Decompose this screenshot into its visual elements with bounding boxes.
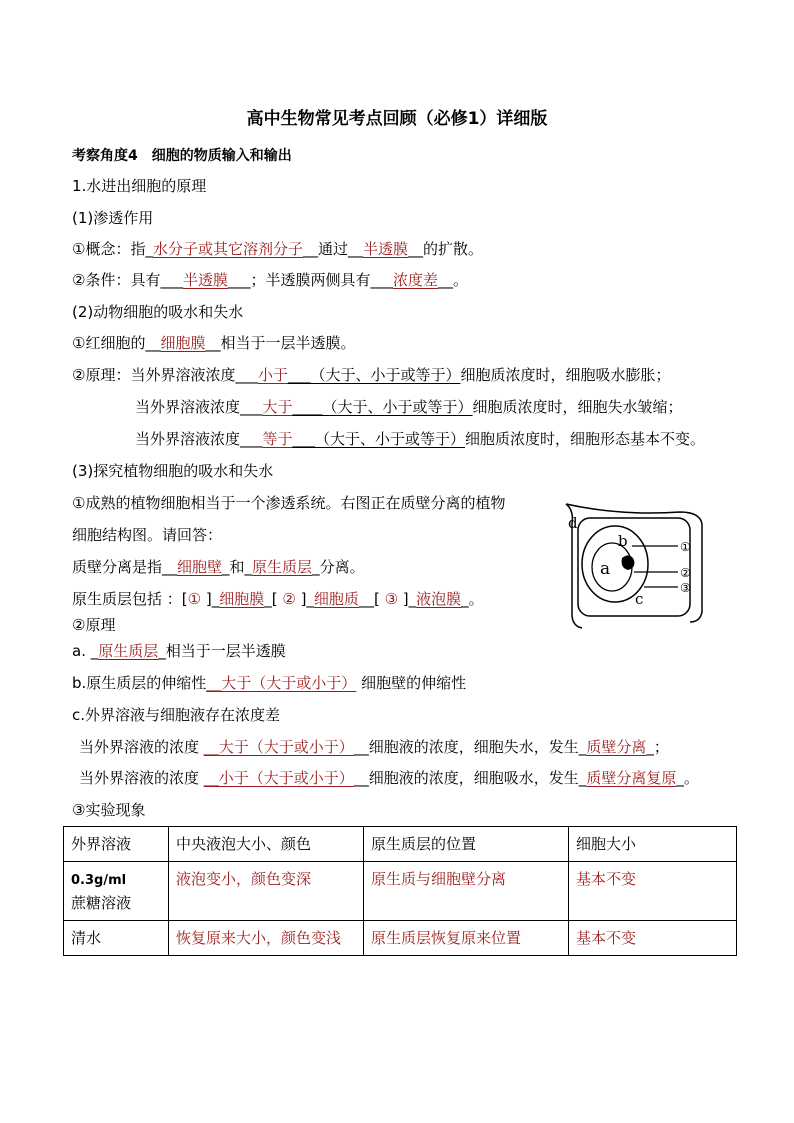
principle-suffix: 细胞质浓度时，细胞吸水膨胀； bbox=[460, 366, 671, 384]
principle-suffix: 细胞质浓度时，细胞形态基本不变。 bbox=[465, 430, 706, 448]
table-cell: 清水 bbox=[64, 921, 169, 956]
table-cell: 基本不变 bbox=[569, 921, 737, 956]
principle-prefix: ②原理：当外界溶液浓度___ bbox=[72, 366, 258, 384]
table-cell: 基本不变 bbox=[569, 862, 737, 921]
protoplast-sep: _[ bbox=[264, 590, 283, 608]
condition-prefix: ②条件：具有___ bbox=[72, 271, 183, 289]
pc2-suffix: _。 bbox=[676, 769, 699, 787]
phenomenon-heading: ③实验现象 bbox=[72, 801, 146, 819]
pc2-answer-2: 质壁分离复原 bbox=[586, 769, 677, 787]
table-cell: 恢复原来大小，颜色变浅 bbox=[169, 921, 364, 956]
plasmolysis-mid: _和_ bbox=[222, 558, 253, 576]
principle-answer: 小于 bbox=[257, 366, 288, 384]
pc2-mid: __细胞液的浓度，细胞吸水，发生_ bbox=[353, 769, 587, 787]
table-header: 外界溶液 bbox=[64, 827, 169, 862]
plasmolysis-line bbox=[72, 557, 365, 577]
plant-text-1: ①成熟的植物细胞相当于一个渗透系统。右图正在质壁分离的植物 bbox=[72, 494, 506, 512]
heading-1-1: (1)渗透作用 bbox=[72, 209, 154, 227]
table-row bbox=[64, 862, 737, 921]
condition-line bbox=[72, 270, 468, 290]
pb-answer: __大于（大于或小于） bbox=[206, 674, 357, 692]
label-a: a bbox=[600, 559, 611, 579]
protoplast-line bbox=[72, 589, 484, 609]
principle-prefix: 当外界溶液浓度___ bbox=[135, 430, 263, 448]
principle-b bbox=[72, 673, 466, 693]
table-cell: 液泡变小，颜色变深 bbox=[169, 862, 364, 921]
plant-cell-diagram bbox=[560, 494, 710, 634]
marker-3: ③ bbox=[680, 581, 691, 595]
protoplast-sep: ]_ bbox=[295, 590, 314, 608]
condition-suffix: __。 bbox=[438, 271, 469, 289]
principle-line-3 bbox=[135, 429, 705, 449]
rbc-prefix: ①红细胞的__ bbox=[72, 334, 161, 352]
table-header-row bbox=[64, 827, 737, 862]
protoplast-number-2: ② bbox=[282, 590, 296, 608]
concept-answer-1: 水分子或其它溶剂分子 bbox=[152, 240, 303, 258]
table-header: 中央液泡大小、颜色 bbox=[169, 827, 364, 862]
cell-wall-outer-top bbox=[566, 504, 702, 524]
pc2-answer-1: __小于（大于或小于） bbox=[203, 769, 354, 787]
protoplast-suffix: _。 bbox=[461, 590, 484, 608]
protoplast-prefix: 原生质层包括 ：[ bbox=[72, 590, 188, 608]
principle-c-2 bbox=[79, 768, 699, 788]
section-heading: 考察角度4 细胞的物质输入和输出 bbox=[72, 148, 292, 164]
rbc-line bbox=[72, 333, 355, 353]
label-d: d bbox=[568, 514, 578, 532]
plasmolysis-answer-1: 细胞壁 bbox=[177, 558, 223, 576]
pc1-mid: __细胞液的浓度，细胞失水，发生_ bbox=[353, 738, 587, 756]
pb-suffix: 细胞壁的伸缩性 bbox=[356, 674, 467, 692]
pa-answer: 原生质层 bbox=[98, 642, 159, 660]
condition-mid: ___；半透膜两侧具有___ bbox=[227, 271, 393, 289]
label-b: b bbox=[618, 532, 628, 550]
principle-line-1 bbox=[72, 365, 671, 385]
table-cell: 原生质层恢复原来位置 bbox=[364, 921, 569, 956]
table-row bbox=[64, 921, 737, 956]
principle-a bbox=[72, 641, 286, 661]
marker-1: ① bbox=[680, 540, 691, 554]
pa-suffix: _相当于一层半透膜 bbox=[158, 642, 286, 660]
pc1-suffix: _； bbox=[646, 738, 669, 756]
experiment-table bbox=[63, 826, 737, 956]
protoplast-number-3: ③ bbox=[384, 590, 399, 608]
pb-prefix: b.原生质层的伸缩性 bbox=[72, 674, 207, 692]
concept-suffix: __的扩散。 bbox=[408, 240, 484, 258]
plasmolysis-suffix: _分离。 bbox=[312, 558, 365, 576]
solution-concentration: 0.3g/ml bbox=[71, 873, 127, 888]
plasmolysis-answer-2: 原生质层 bbox=[252, 558, 313, 576]
principle-options: ___（大于、小于或等于） bbox=[292, 430, 466, 448]
table-header: 细胞大小 bbox=[569, 827, 737, 862]
protoplast-sep: ]_ bbox=[398, 590, 417, 608]
concept-answer-2: 半透膜 bbox=[362, 240, 408, 258]
protoplast-answer-2: 细胞质 bbox=[313, 590, 359, 608]
rbc-suffix: __相当于一层半透膜。 bbox=[205, 334, 356, 352]
condition-answer-2: 浓度差 bbox=[392, 271, 438, 289]
solution-name: 蔗糖溶液 bbox=[71, 894, 132, 912]
table-cell bbox=[64, 862, 169, 921]
marker-2: ② bbox=[680, 566, 691, 580]
protoplast-answer-3: 液泡膜 bbox=[416, 590, 462, 608]
concept-prefix: ①概念：指_ bbox=[72, 240, 153, 258]
rbc-answer: 细胞膜 bbox=[160, 334, 206, 352]
page-title: 高中生物常见考点回顾（必修1）详细版 bbox=[246, 109, 548, 129]
pc1-answer-2: 质壁分离 bbox=[586, 738, 647, 756]
plant-text-2: 细胞结构图。请回答： bbox=[72, 526, 223, 544]
pa-prefix: a. _ bbox=[72, 642, 99, 660]
cell-wall-outer-right bbox=[690, 524, 702, 622]
table-header: 原生质层的位置 bbox=[364, 827, 569, 862]
protoplast-answer-1: 细胞膜 bbox=[219, 590, 265, 608]
table-cell: 原生质与细胞壁分离 bbox=[364, 862, 569, 921]
pc1-answer-1: __大于（大于或小于） bbox=[203, 738, 354, 756]
principle-c-1 bbox=[79, 737, 669, 757]
protoplast-sep: ]_ bbox=[201, 590, 220, 608]
concept-mid: __通过__ bbox=[302, 240, 363, 258]
heading-1-2: (2)动物细胞的吸水和失水 bbox=[72, 303, 244, 321]
heading-1-3: (3)探究植物细胞的吸水和失水 bbox=[72, 462, 274, 480]
protoplast-sep: __[ bbox=[358, 590, 385, 608]
principle2-heading: ②原理 bbox=[72, 616, 116, 634]
concept-line bbox=[72, 239, 483, 259]
pc1-prefix: 当外界溶液的浓度 bbox=[79, 738, 204, 756]
principle-suffix: 细胞质浓度时，细胞失水皱缩； bbox=[472, 398, 683, 416]
principle-line-2 bbox=[135, 397, 683, 417]
principle-answer: 等于 bbox=[262, 430, 293, 448]
plasmolysis-prefix: 质壁分离是指__ bbox=[72, 558, 178, 576]
protoplast-number-1: ① bbox=[187, 590, 202, 608]
principle-prefix: 当外界溶液浓度___ bbox=[135, 398, 263, 416]
principle-answer: 大于 bbox=[262, 398, 293, 416]
heading-1: 1.水进出细胞的原理 bbox=[72, 177, 207, 195]
principle-options: ____（大于、小于或等于） bbox=[292, 398, 473, 416]
principle-c: c.外界溶液与细胞液存在浓度差 bbox=[72, 706, 281, 724]
condition-answer-1: 半透膜 bbox=[182, 271, 228, 289]
pc2-prefix: 当外界溶液的浓度 bbox=[79, 769, 204, 787]
principle-options: ___（大于、小于或等于） bbox=[287, 366, 461, 384]
label-c: c bbox=[635, 590, 644, 608]
